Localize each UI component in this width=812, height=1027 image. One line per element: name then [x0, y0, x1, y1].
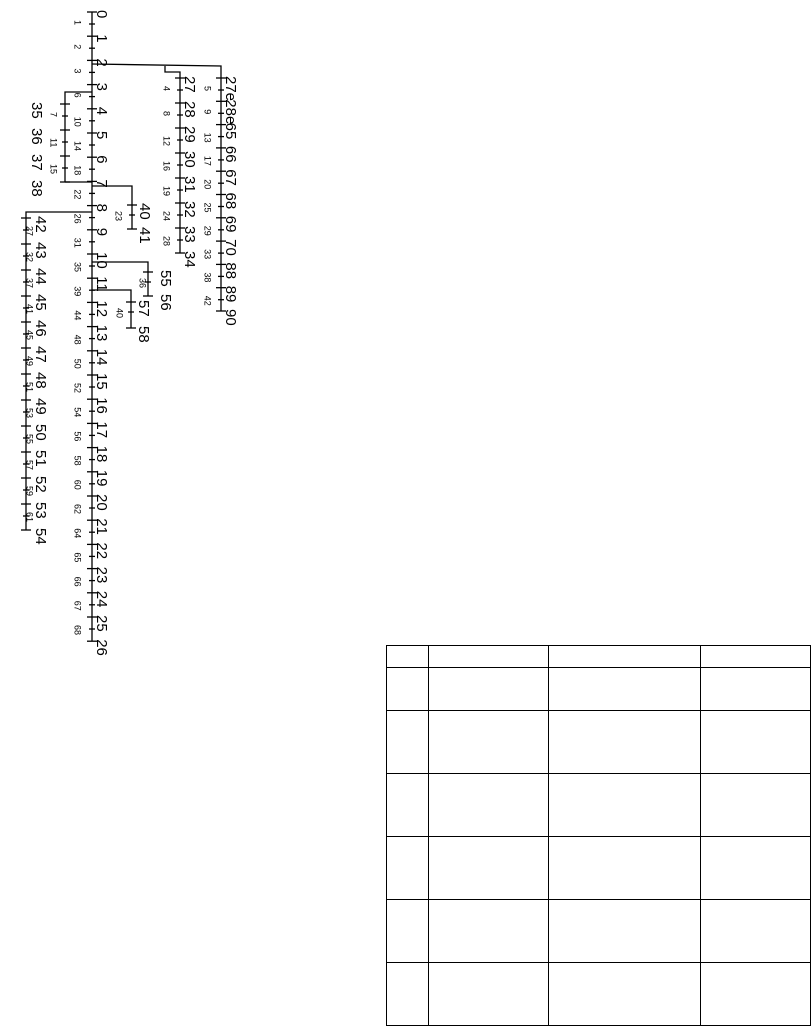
marker-label: 69: [222, 215, 240, 233]
marker-label: 65: [222, 122, 240, 140]
table-cell: [429, 899, 549, 962]
marker-label: 4: [93, 106, 111, 116]
marker-label: 43: [32, 242, 50, 259]
table-cell: [429, 668, 549, 711]
position-label: 67: [72, 600, 83, 611]
marker-label: 11: [93, 276, 111, 292]
marker-label: 37: [28, 154, 46, 171]
marker-label: 23: [93, 566, 111, 584]
table-cell: [387, 836, 429, 899]
table-cell: [387, 711, 429, 774]
table-cell: [701, 646, 811, 668]
marker-label: 41: [136, 227, 154, 244]
position-label: 48: [72, 334, 83, 345]
position-label: 33: [202, 249, 213, 260]
marker-label: 55: [157, 270, 175, 287]
marker-label: 7: [93, 179, 111, 188]
position-label: 64: [72, 528, 83, 539]
marker-label: 17: [93, 421, 111, 439]
marker-label: 46: [32, 320, 50, 337]
marker-label: 28: [181, 101, 199, 118]
marker-label: 6: [93, 155, 111, 164]
table-cell: [549, 774, 701, 837]
marker-label: 50: [32, 424, 50, 441]
marker-label: 27: [181, 76, 199, 93]
position-label: 49: [24, 356, 35, 367]
position-label: 57: [24, 460, 35, 471]
position-label: 59: [24, 486, 35, 497]
marker-label: 8: [93, 203, 111, 212]
table-cell: [387, 899, 429, 962]
marker-label: 20: [93, 494, 111, 511]
table-row: [387, 836, 811, 899]
marker-label: 47: [32, 346, 50, 363]
table-cell: [549, 899, 701, 962]
position-label: 55: [24, 434, 35, 445]
position-label: 16: [161, 161, 172, 172]
table-cell: [549, 711, 701, 774]
marker-label: 30: [181, 151, 199, 168]
table-cell: [429, 711, 549, 774]
position-label: 19: [161, 186, 172, 197]
marker-label: 19: [93, 469, 111, 487]
table-cell: [387, 774, 429, 837]
position-label: 66: [72, 576, 83, 587]
marker-label: 45: [32, 294, 50, 311]
marker-label: 89: [222, 285, 240, 303]
position-label: 61: [24, 512, 35, 523]
table-cell: [429, 836, 549, 899]
table-cell: [701, 899, 811, 962]
table-cell: [701, 774, 811, 837]
table-row: [387, 962, 811, 1025]
position-label: 12: [161, 136, 172, 147]
marker-label: 51: [32, 450, 50, 467]
table-cell: [387, 668, 429, 711]
position-label: 52: [72, 383, 83, 394]
position-label: 4: [161, 86, 172, 92]
table-cell: [549, 646, 701, 668]
position-label: 11: [48, 138, 59, 148]
marker-label: 14: [93, 348, 111, 366]
position-label: 36: [137, 278, 148, 289]
position-label: 5: [202, 86, 213, 92]
position-label: 53: [24, 408, 35, 419]
data-table: [386, 645, 810, 1026]
position-label: 8: [161, 111, 172, 117]
table-cell: [549, 836, 701, 899]
marker-label: 26: [93, 639, 111, 656]
position-label: 39: [72, 286, 83, 297]
position-label: 68: [72, 625, 83, 636]
table-cell: [429, 646, 549, 668]
table-cell: [549, 962, 701, 1025]
position-label: 40: [114, 308, 125, 319]
position-label: 62: [72, 504, 83, 515]
marker-label: 58: [135, 326, 153, 343]
marker-label: 40: [136, 203, 154, 220]
position-label: 58: [72, 455, 83, 466]
position-label: 23: [113, 211, 124, 222]
marker-label: 54: [32, 528, 50, 545]
grid-table: [386, 645, 811, 1026]
marker-label: 13: [93, 324, 111, 342]
marker-label: 49: [32, 398, 50, 415]
connector-line: [92, 64, 221, 78]
marker-label: 28e: [222, 99, 240, 125]
marker-label: 56: [157, 294, 175, 311]
position-label: 37: [24, 278, 35, 289]
position-label: 17: [202, 155, 213, 166]
marker-label: 27e: [222, 76, 240, 102]
marker-label: 3: [93, 82, 111, 91]
position-label: 18: [72, 165, 83, 176]
marker-label: 38: [28, 180, 46, 197]
marker-label: 34: [181, 251, 199, 268]
position-label: 50: [72, 358, 83, 369]
table-row: [387, 774, 811, 837]
marker-label: 1: [93, 34, 111, 43]
table-cell: [701, 962, 811, 1025]
marker-label: 25: [93, 615, 111, 632]
marker-label: 53: [32, 502, 50, 519]
position-label: 22: [72, 189, 83, 200]
table-row: [387, 711, 811, 774]
position-label: 42: [202, 295, 213, 306]
position-label: 51: [24, 382, 35, 393]
position-label: 6: [72, 92, 83, 98]
marker-label: 22: [93, 542, 111, 560]
marker-label: 68: [222, 192, 240, 210]
marker-label: 9: [93, 227, 111, 237]
position-label: 29: [202, 225, 213, 236]
position-label: 45: [24, 330, 35, 341]
position-label: 27: [24, 226, 35, 237]
position-label: 54: [72, 407, 83, 418]
marker-label: 16: [93, 397, 111, 414]
position-label: 1: [72, 20, 83, 26]
position-label: 38: [202, 272, 213, 283]
marker-label: 44: [32, 268, 50, 285]
position-label: 7: [48, 112, 59, 118]
position-label: 32: [24, 252, 35, 263]
table-cell: [701, 836, 811, 899]
position-label: 41: [24, 304, 35, 315]
table-cell: [429, 774, 549, 837]
table-row: [387, 646, 811, 668]
marker-label: 88: [222, 262, 240, 280]
table-cell: [549, 668, 701, 711]
table-cell: [429, 962, 549, 1025]
marker-label: 48: [32, 372, 50, 389]
table-row: [387, 899, 811, 962]
position-label: 24: [161, 211, 172, 222]
marker-label: 66: [222, 145, 240, 163]
table-cell: [387, 646, 429, 668]
marker-label: 15: [93, 373, 111, 390]
marker-label: 18: [93, 445, 111, 463]
chromosome-branch-a: [73, 10, 110, 656]
position-label: 13: [202, 132, 213, 143]
chromosome-branch-c: [162, 76, 198, 268]
position-label: 44: [72, 310, 83, 321]
marker-label: 33: [181, 226, 199, 243]
marker-label: 36: [28, 128, 46, 145]
marker-label: 32: [181, 201, 199, 218]
marker-label: 5: [93, 131, 111, 140]
chromosome-branch-h: [115, 300, 152, 343]
position-label: 15: [48, 164, 59, 175]
position-label: 65: [72, 552, 83, 563]
position-label: 25: [202, 202, 213, 213]
position-label: 28: [161, 236, 172, 247]
marker-label: 29: [181, 126, 199, 143]
connector-line: [92, 186, 132, 205]
position-label: 56: [72, 431, 83, 442]
marker-label: 31: [181, 176, 199, 193]
position-label: 20: [202, 179, 213, 190]
chromosome-branch-b: [203, 76, 239, 326]
marker-label: 52: [32, 476, 50, 493]
chromosome-branch-e: [114, 203, 153, 244]
position-label: 35: [72, 262, 83, 273]
marker-label: 12: [93, 300, 111, 318]
marker-label: 90: [222, 309, 240, 326]
position-label: 9: [202, 109, 213, 115]
marker-label: 10: [93, 252, 111, 269]
marker-label: 67: [222, 169, 240, 186]
table-cell: [701, 668, 811, 711]
chromosome-branch-d: [28, 102, 70, 197]
marker-label: 21: [93, 518, 111, 535]
position-label: 2: [72, 44, 83, 50]
position-label: 10: [72, 116, 83, 127]
position-label: 3: [72, 68, 83, 74]
position-label: 60: [72, 479, 83, 490]
position-label: 26: [72, 213, 83, 224]
position-label: 31: [72, 237, 83, 248]
chromosome-branch-f: [21, 216, 49, 545]
table-row: [387, 668, 811, 711]
marker-label: 35: [28, 102, 46, 119]
marker-label: 24: [93, 590, 111, 608]
marker-label: 2: [93, 58, 111, 67]
marker-label: 70: [222, 239, 240, 256]
marker-label: 0: [93, 10, 111, 19]
position-label: 14: [72, 141, 83, 152]
table-cell: [701, 711, 811, 774]
marker-label: 57: [135, 300, 153, 317]
connector-line: [165, 66, 180, 78]
table-cell: [387, 962, 429, 1025]
marker-label: 42: [32, 216, 50, 233]
